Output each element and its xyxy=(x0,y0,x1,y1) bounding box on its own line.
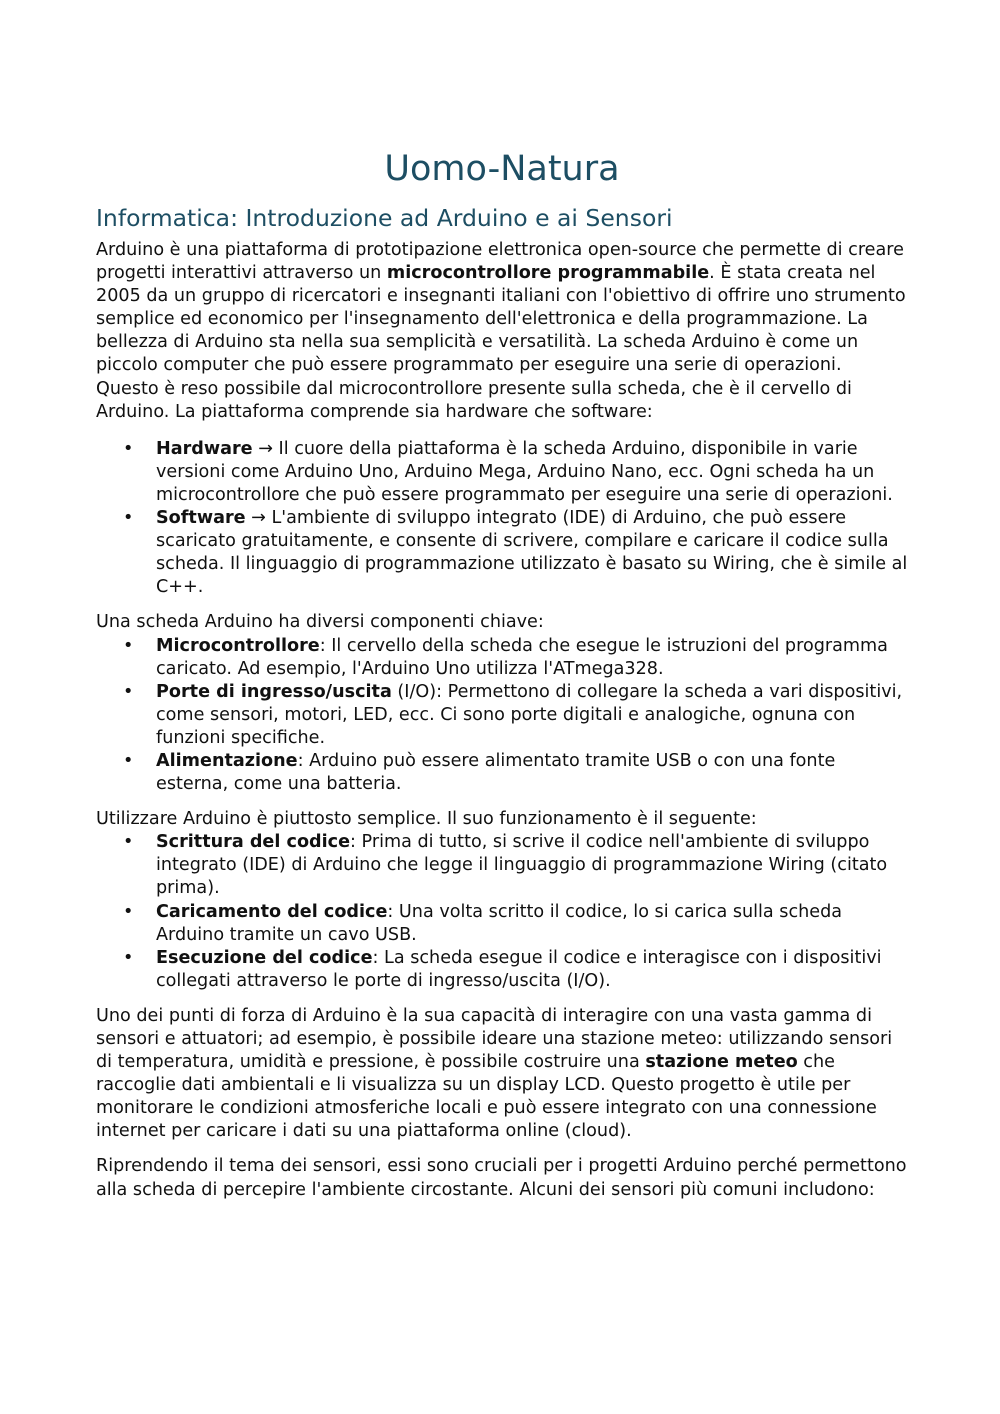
list-item-microcontroller xyxy=(96,635,908,681)
intro-text-1: Arduino è una piattaforma di prototipazione elettronica open-source che permette di creare progetti interattivi attraverso un xyxy=(96,240,904,284)
sensors-text-1: Uno dei punti di forza di Arduino è la sua capacità di interagire con una vasta gamma di sensori e attuatori; ad esempio, è possibile ideare una stazione meteo: utilizzando sensori di temperatura, umidità e pressione, è possibile costruire una xyxy=(96,1005,893,1073)
section-heading: Informatica: Introduzione ad Arduino e ai Sensori xyxy=(96,204,673,232)
sensors-bold: stazione meteo xyxy=(645,1052,798,1073)
list-item-writing-code xyxy=(96,831,908,900)
list-item-uploading-code xyxy=(96,901,908,947)
list-item-text: : Il cervello della scheda che esegue le istruzioni del programma caricato. Ad esempio, l'Arduino Uno utilizza l'ATmega328. xyxy=(156,635,888,679)
list-item-power xyxy=(96,750,908,796)
components-intro: Una scheda Arduino ha diversi componenti chiave: xyxy=(96,612,544,633)
usage-intro: Utilizzare Arduino è piuttosto semplice. Il suo funzionamento è il seguente: xyxy=(96,809,757,830)
list-item-text: → Il cuore della piattaforma è la scheda Arduino, disponibile in varie versioni come Arduino Uno, Arduino Mega, Arduino Nano, ecc. Ogni scheda ha un microcontrollore che può essere programmato per eseguire una serie di operazioni. xyxy=(156,438,893,505)
list-item-text: : Prima di tutto, si scrive il codice nell'ambiente di sviluppo integrato (IDE) di Arduino che legge il linguaggio di programmazione Wiring (citato prima). xyxy=(156,832,888,899)
list-item-text: : Arduino può essere alimentato tramite USB o con una fonte esterna, come una batteria. xyxy=(156,750,836,795)
list-item-text: (I/O): Permettono di collegare la scheda a vari dispositivi, come sensori, motori, LED, ecc. Ci sono porte digitali e analogiche, ognuna con funzioni specifiche. xyxy=(156,681,903,748)
list-item-term: Software xyxy=(156,508,246,529)
closing-paragraph: Riprendendo il tema dei sensori, essi sono cruciali per i progetti Arduino perché permettono alla scheda di percepire l'ambiente circostante. Alcuni dei sensori più comuni includono: xyxy=(96,1156,907,1200)
list-item-term: Hardware xyxy=(156,438,253,459)
list-item-text: : La scheda esegue il codice e interagisce con i dispositivi collegati attraverso le porte di ingresso/uscita (I/O). xyxy=(156,947,882,991)
list-item-text: → L'ambiente di sviluppo integrato (IDE) di Arduino, che può essere scaricato gratuitamente, e consente di scrivere, compilare e caricare il codice sulla scheda. Il linguaggio di programmazione utilizzato è basato su Wiring, che è simile al C++. xyxy=(156,508,908,598)
components-list xyxy=(96,635,908,797)
document-body xyxy=(96,239,908,1202)
list-item-term: Scrittura del codice xyxy=(156,832,351,853)
platform-list xyxy=(96,438,908,600)
intro-text-2: . È stata creata nel 2005 da un gruppo di ricercatori e insegnanti italiani con l'obiettivo di offrire uno strumento semplice ed economico per l'insegnamento dell'elettronica e della programmazione. La bellezza di Arduino sta nella sua semplicità e versatilità. La scheda Arduino è come un piccolo computer che può essere programmato per eseguire una serie di operazioni. Questo è reso possibile dal microcontrollore presente sulla scheda, che è il cervello di Arduino. La piattaforma comprende sia hardware che software: xyxy=(96,263,906,422)
intro-paragraph xyxy=(96,239,908,424)
list-item-text: : Una volta scritto il codice, lo si carica sulla scheda Arduino tramite un cavo USB. xyxy=(156,901,843,945)
list-item-term: Alimentazione xyxy=(156,750,298,771)
sensors-paragraph xyxy=(96,1005,908,1144)
list-item-hardware xyxy=(96,438,908,507)
sensors-text-2: che raccoglie dati ambientali e li visualizza su un display LCD. Questo progetto è utile per monitorare le condizioni atmosferiche locali e può essere integrato con una connessione internet per caricare i dati su una piattaforma online (cloud). xyxy=(96,1052,877,1142)
list-item-term: Caricamento del codice xyxy=(156,901,388,922)
list-item-software xyxy=(96,507,908,599)
usage-list xyxy=(96,831,908,993)
list-item-term: Esecuzione del codice xyxy=(156,947,373,968)
list-item-term: Microcontrollore xyxy=(156,635,320,656)
list-item-io-ports xyxy=(96,681,908,750)
list-item-term: Porte di ingresso/uscita xyxy=(156,681,392,702)
list-item-executing-code xyxy=(96,947,908,993)
document-title: Uomo-Natura xyxy=(384,149,620,189)
intro-bold: microcontrollore programmabile xyxy=(386,263,710,284)
